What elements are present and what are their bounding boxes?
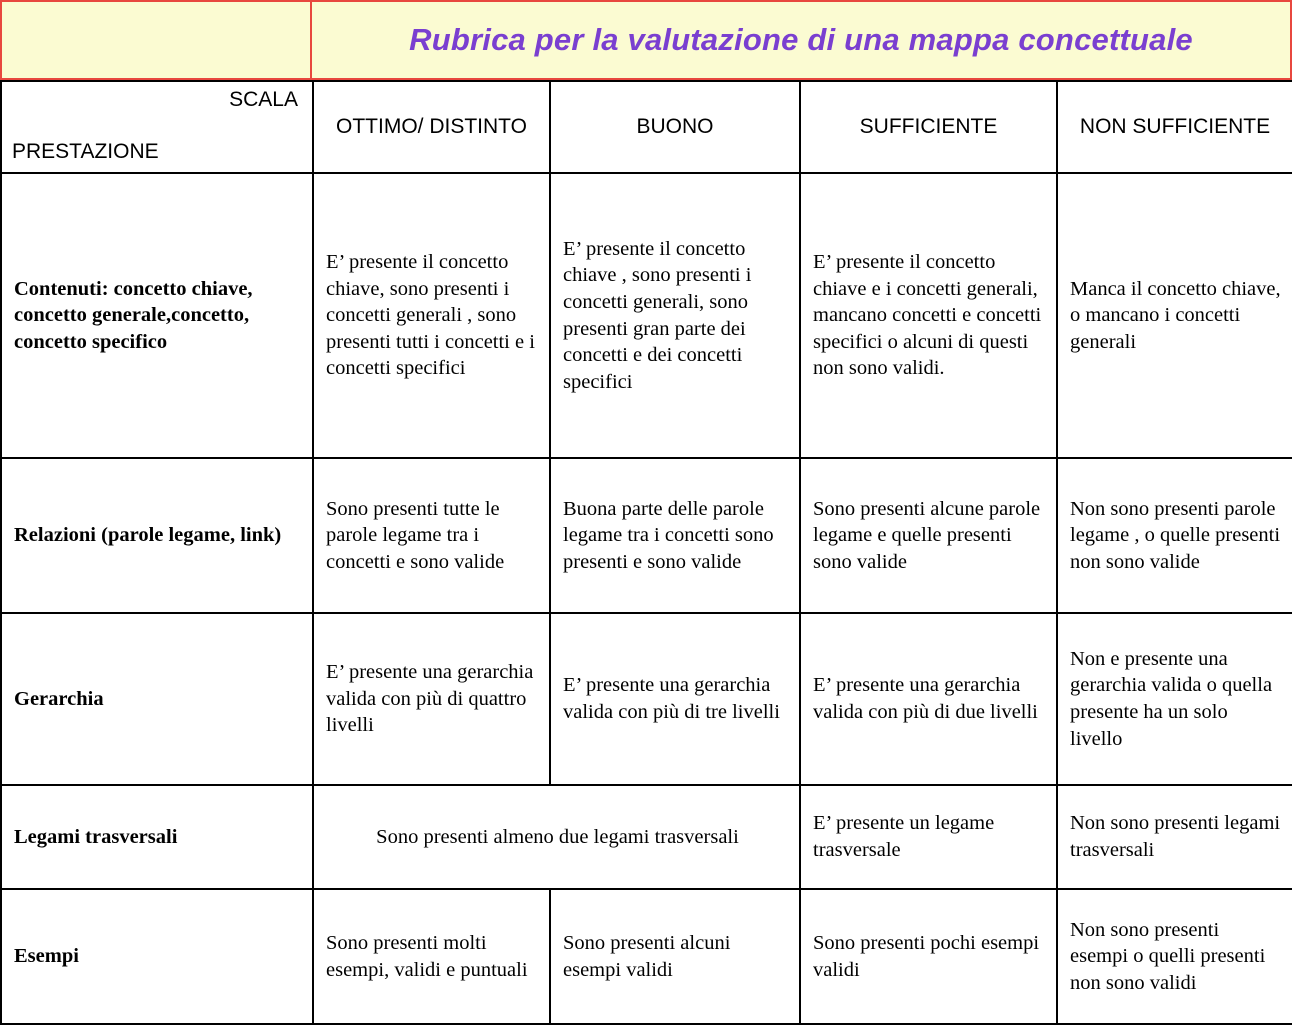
- cell-non-sufficiente: Non sono presenti parole legame , o quelle presenti non sono valide: [1057, 458, 1292, 613]
- table-row: [1, 458, 1292, 613]
- cell-sufficiente: E’ presente il concetto chiave e i concetti generali, mancano concetti e concetti specifici o alcuni di questi non sono validi.: [800, 173, 1057, 458]
- cell-buono: E’ presente il concetto chiave , sono presenti i concetti generali, sono presenti gran parte dei concetti e dei concetti specifici: [550, 173, 800, 458]
- title-band: [0, 0, 1292, 80]
- title-band-right: [312, 0, 1292, 78]
- cell-buono: E’ presente una gerarchia valida con più di tre livelli: [550, 613, 800, 785]
- cell-non-sufficiente: Non sono presenti legami trasversali: [1057, 785, 1292, 889]
- cell-sufficiente: E’ presente un legame trasversale: [800, 785, 1057, 889]
- header-col-non-sufficiente: NON SUFFICIENTE: [1057, 81, 1292, 173]
- cell-ottimo: Sono presenti tutte le parole legame tra i concetti e sono valide: [313, 458, 550, 613]
- cell-sufficiente: Sono presenti pochi esempi validi: [800, 889, 1057, 1024]
- header-col-sufficiente: SUFFICIENTE: [800, 81, 1057, 173]
- cell-buono: Buona parte delle parole legame tra i concetti sono presenti e sono valide: [550, 458, 800, 613]
- header-performance-label: PRESTAZIONE: [12, 140, 159, 163]
- cell-sufficiente: E’ presente una gerarchia valida con più di due livelli: [800, 613, 1057, 785]
- cell-ottimo: Sono presenti molti esempi, validi e puntuali: [313, 889, 550, 1024]
- cell-non-sufficiente: Non e presente una gerarchia valida o quella presente ha un solo livello: [1057, 613, 1292, 785]
- table-row: [1, 889, 1292, 1024]
- cell-ottimo: E’ presente il concetto chiave, sono presenti i concetti generali , sono presenti tutti i concetti e i concetti specifici: [313, 173, 550, 458]
- cell-non-sufficiente: Manca il concetto chiave, o mancano i concetti generali: [1057, 173, 1292, 458]
- criterion-label: Esempi: [1, 889, 313, 1024]
- header-col-ottimo-distinto: OTTIMO/ DISTINTO: [313, 81, 550, 173]
- table-row: [1, 785, 1292, 889]
- header-col-buono: BUONO: [550, 81, 800, 173]
- header-corner-cell: [1, 81, 313, 173]
- cell-ottimo-buono-merged: Sono presenti almeno due legami trasversali: [313, 785, 800, 889]
- criterion-label: Contenuti: concetto chiave, concetto generale,concetto, concetto specifico: [1, 173, 313, 458]
- page-title: Rubrica per la valutazione di una mappa concettuale: [409, 22, 1193, 57]
- table-row: [1, 173, 1292, 458]
- cell-non-sufficiente: Non sono presenti esempi o quelli presenti non sono validi: [1057, 889, 1292, 1024]
- table-header-row: [1, 81, 1292, 173]
- rubric-table: [0, 80, 1292, 1025]
- criterion-label: Legami trasversali: [1, 785, 313, 889]
- cell-ottimo: E’ presente una gerarchia valida con più di quattro livelli: [313, 613, 550, 785]
- cell-buono: Sono presenti alcuni esempi validi: [550, 889, 800, 1024]
- cell-sufficiente: Sono presenti alcune parole legame e quelle presenti sono valide: [800, 458, 1057, 613]
- table-row: [1, 613, 1292, 785]
- title-band-left-spacer: [0, 0, 312, 78]
- criterion-label: Relazioni (parole legame, link): [1, 458, 313, 613]
- header-scale-label: SCALA: [229, 88, 298, 111]
- criterion-label: Gerarchia: [1, 613, 313, 785]
